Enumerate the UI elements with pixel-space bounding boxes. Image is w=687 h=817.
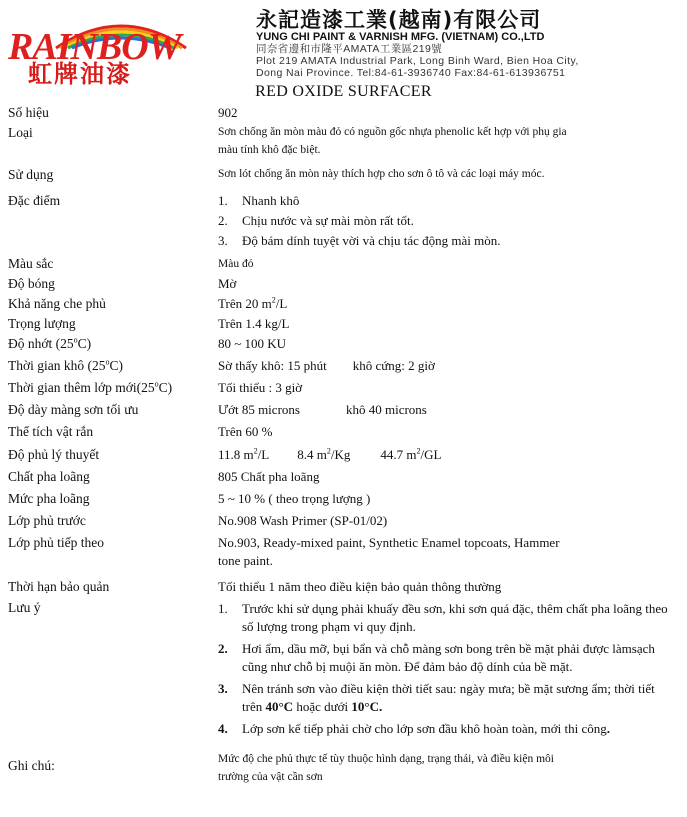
logo-wordmark: RAINBOW <box>8 26 181 68</box>
spec-label: Thời gian khô (25$^o$C) <box>8 357 123 373</box>
spec-value-line: màu tính khô đặc biệt. <box>218 144 321 156</box>
spec-value: Trên 60 % <box>218 424 273 439</box>
spec-label: Số hiệu <box>8 105 49 120</box>
spec-label: Độ dày màng sơn tối ưu <box>8 402 139 417</box>
spec-row-so-hieu <box>8 103 683 123</box>
list-item: 1. Trước khi sử dụng phải khuấy đều sơn, khi sơn quá đặc, thêm chất pha loãng theo số lượng trong phạm vi quy định. <box>218 601 668 634</box>
spec-row-do-phu <box>8 445 683 465</box>
spec-row-mau-sac <box>8 254 683 274</box>
spec-value: Trên 1.4 kg/L <box>218 316 290 331</box>
spec-value: 5 ~ 10 % ( theo trọng lượng ) <box>218 491 371 506</box>
spec-row-do-day <box>8 400 683 420</box>
rainbow-logo <box>6 10 248 88</box>
spec-label: Thể tích vật rắn <box>8 424 94 439</box>
spec-value: 80 ~ 100 KU <box>218 336 287 351</box>
spec-row-thoi-gian-kho <box>8 356 683 376</box>
spec-label: Chất pha loãng <box>8 469 90 484</box>
spec-row-lop-phu-tiep-theo <box>8 533 683 569</box>
list-item: 3. Độ bám dính tuyệt vời và chịu tác động mài mòn. <box>218 233 501 248</box>
spec-row-muc-pha-loang <box>8 489 683 509</box>
spec-row-do-nhot <box>8 334 683 354</box>
spec-row-do-bong <box>8 274 683 294</box>
spec-value: Tối thiểu : 3 giờ <box>218 380 303 395</box>
notes-list <box>218 600 678 738</box>
spec-value: Sờ thấy khô: 15 phút khô cứng: 2 giờ <box>218 358 435 373</box>
spec-label: Độ bóng <box>8 276 55 291</box>
spec-value-line: Mức độ che phủ thực tế tùy thuộc hình dạng, trạng thái, và điều kiện môi <box>218 753 554 765</box>
spec-label: Mức pha loãng <box>8 491 90 506</box>
spec-value: Sơn lót chống ăn mòn này thích hợp cho sơn ô tô và các loại máy móc. <box>218 168 545 180</box>
spec-value-line: Sơn chống ăn mòn màu đỏ có nguồn gốc nhựa phenolic kết hợp với phụ gia <box>218 126 567 138</box>
company-name-chinese: 永記造漆工業(越南)有限公司 <box>256 8 542 32</box>
spec-value: Tối thiểu 1 năm theo điều kiện bảo quản thông thường <box>218 579 502 594</box>
spec-value: Trên 20 $m^2/L$ <box>218 295 288 311</box>
spec-row-lop-phu-truoc <box>8 511 683 531</box>
spec-value: 902 <box>218 105 238 120</box>
list-item: 2. Chịu nước và sự mài mòn rất tốt. <box>218 213 414 228</box>
feature-list <box>218 191 678 251</box>
list-item: 3. Nên tránh sơn vào điều kiện thời tiết sau: ngày mưa; bề mặt sương ẩm; thời tiết trên 40°C hoặc dưới 10°C. <box>218 681 655 714</box>
spec-table <box>8 103 683 786</box>
spec-value-line: No.903, Ready-mixed paint, Synthetic Enamel topcoats, Hammer <box>218 535 560 550</box>
document-title: RED OXIDE SURFACER <box>255 83 432 100</box>
spec-value <box>218 597 678 742</box>
spec-label: Thời gian thêm lớp mới(25$^o$C) <box>8 379 173 395</box>
list-item: 4. Lớp sơn kế tiếp phải chờ cho lớp sơn đầu khô hoàn toàn, mới thi công. <box>218 721 610 736</box>
spec-row-kha-nang-che-phu <box>8 294 683 314</box>
spec-label: Độ phủ lý thuyết <box>8 447 100 462</box>
spec-value: Ướt 85 microns khô 40 microns <box>218 402 427 417</box>
list-item: 1. Nhanh khô <box>218 193 300 208</box>
company-address-line1: Plot 219 AMATA Industrial Park, Long Binh Ward, Bien Hoa City, <box>256 55 579 67</box>
company-name-english: YUNG CHI PAINT & VARNISH MFG. (VIETNAM) CO.,LTD <box>256 31 545 43</box>
spec-value-line: trường của vật cần sơn <box>218 771 323 783</box>
spec-value <box>218 750 678 786</box>
spec-row-chat-pha-loang <box>8 467 683 487</box>
logo-chinese-wordmark: 虹牌油漆 <box>28 60 132 88</box>
spec-value: Mờ <box>218 276 237 291</box>
spec-value-line: tone paint. <box>218 553 273 568</box>
spec-row-ghi-chu <box>8 750 683 786</box>
spec-label: Sử dụng <box>8 167 54 182</box>
spec-row-thoi-gian-them-lop <box>8 378 683 398</box>
spec-value <box>218 533 678 569</box>
spec-label: Khả năng che phủ <box>8 296 106 311</box>
spec-row-dac-diem <box>8 191 683 251</box>
spec-value: 805 Chất pha loãng <box>218 469 320 484</box>
spec-row-trong-luong <box>8 314 683 334</box>
spec-label: Ghi chú: <box>8 758 55 773</box>
spec-row-luu-y <box>8 597 683 742</box>
spec-row-thoi-han-bao-quan <box>8 577 683 597</box>
spec-row-loai <box>8 123 683 159</box>
spec-value: No.908 Wash Primer (SP-01/02) <box>218 513 388 528</box>
spec-label: Lưu ý <box>8 600 41 615</box>
spec-label: Thời hạn bảo quản <box>8 579 110 594</box>
letterhead <box>0 0 687 86</box>
spec-label: Lớp phủ trước <box>8 513 86 528</box>
spec-label: Đặc điểm <box>8 193 61 208</box>
spec-label: Màu sắc <box>8 256 54 271</box>
company-address-chinese: 同奈省邊和市隆平AMATA工業區219號 <box>256 43 443 55</box>
spec-label: Lớp phủ tiếp theo <box>8 535 104 550</box>
spec-row-the-tich <box>8 422 683 442</box>
company-address-line2: Dong Nai Province. Tel:84-61-3936740 Fax:84-61-613936751 <box>256 67 566 79</box>
spec-label: Độ nhớt (25$^o$C) <box>8 335 92 351</box>
spec-value <box>218 191 678 251</box>
spec-label: Loại <box>8 125 33 140</box>
company-info <box>256 8 684 79</box>
spec-value <box>218 123 678 159</box>
spec-row-su-dung <box>8 165 683 185</box>
spec-value: 11.8 $m^2/L$ 8.4 $m^2/Kg$ 44.7 $m^2/GL$ <box>218 446 442 462</box>
spec-label: Trọng lượng <box>8 316 76 331</box>
spec-value: Màu đỏ <box>218 258 254 270</box>
list-item: 2. Hơi ẩm, dầu mỡ, bụi bẩn và chỗ màng sơn bong trên bề mặt phải được làmsạch cũng như chỗ bị muội ăn mòn. Để đảm bảo độ dính của bề mặt. <box>218 641 655 674</box>
